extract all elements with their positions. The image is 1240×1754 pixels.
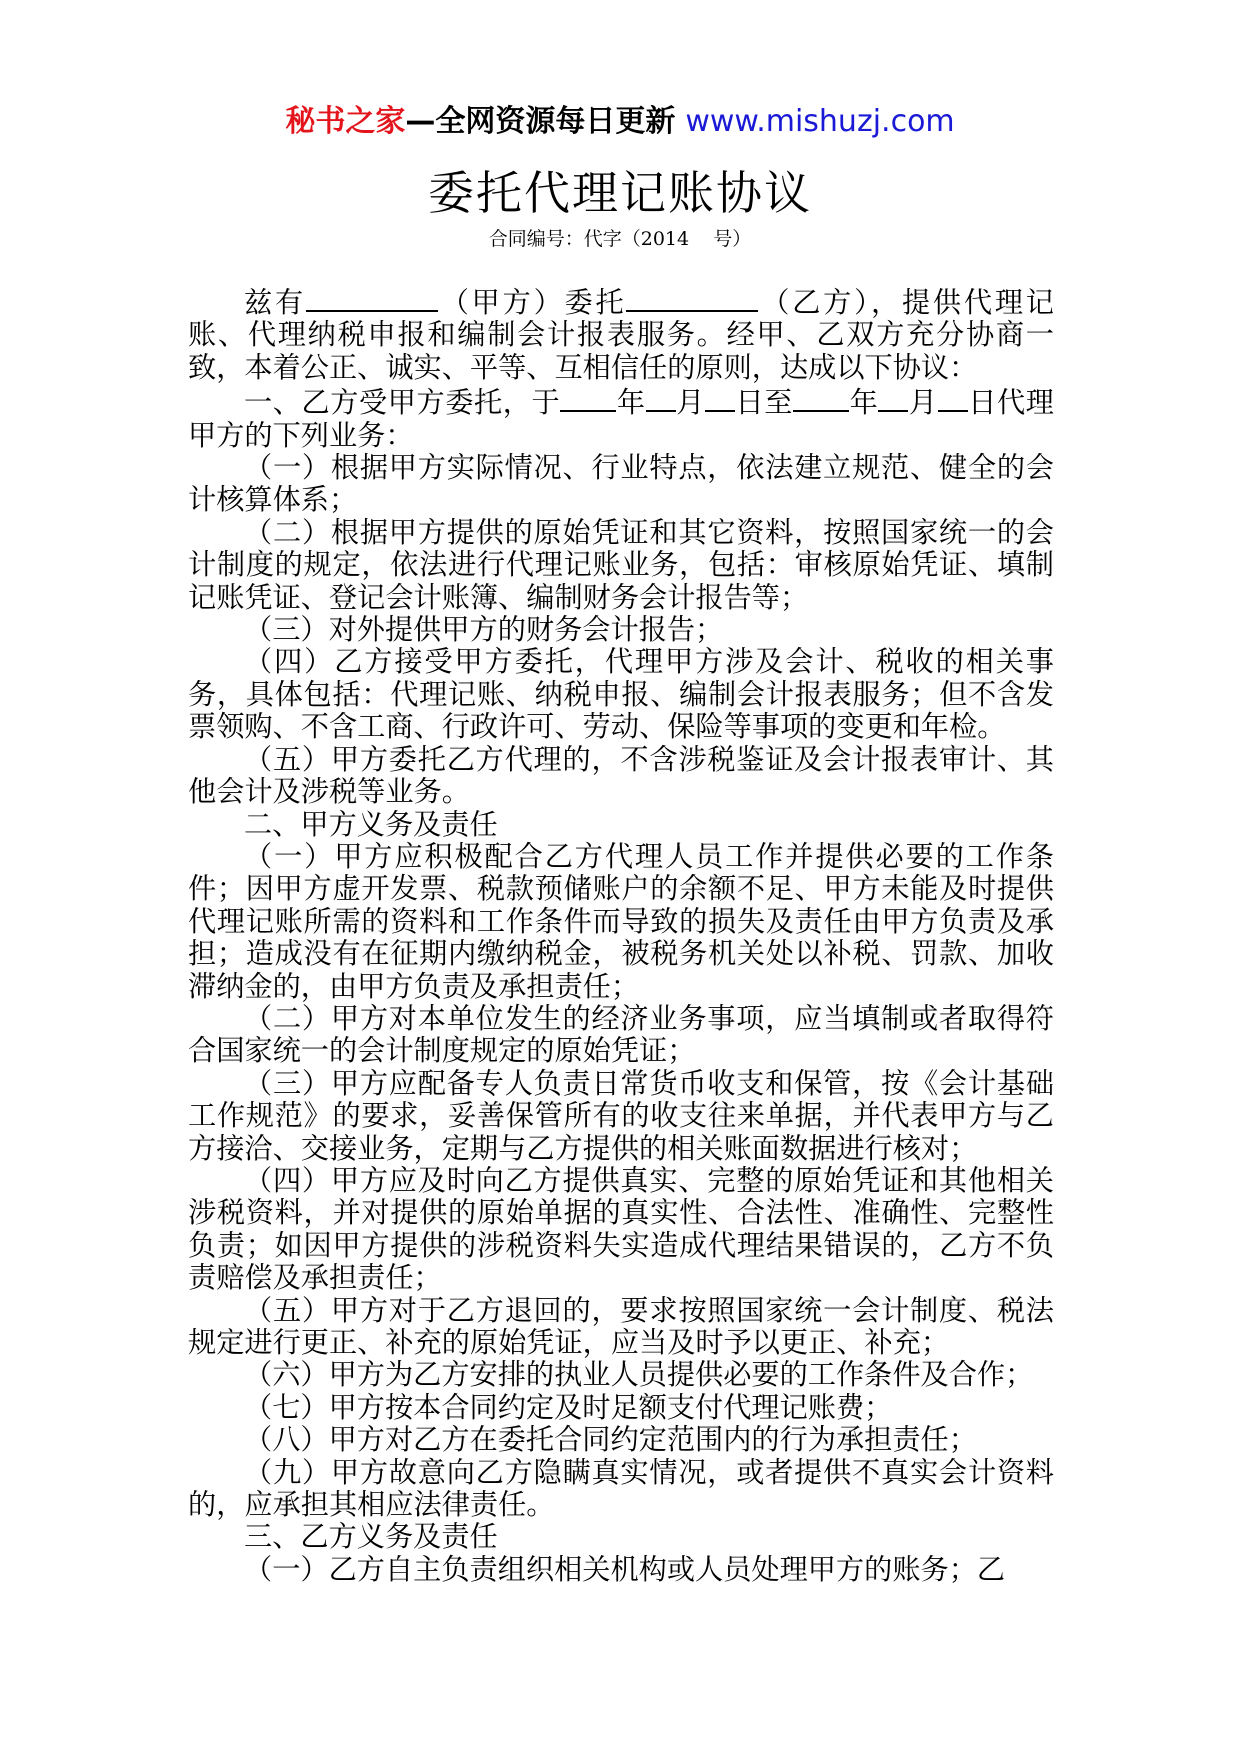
intro-text-3: （乙方），提供代理记账、代理纳税申报和编制会计报表服务。经甲、乙双方充分协商一致，本着公正、诚实、平等、互相信任的原则，达成以下协议： [188,286,1054,384]
clause-1-text-5: 年 [849,386,879,420]
start-year-blank [560,384,616,412]
paragraph: （五）甲方对于乙方退回的，要求按照国家统一会计制度、税法规定进行更正、补充的原始凭证，应当及时予以更正、补充； [188,1293,1054,1359]
intro-paragraph [188,284,1054,384]
paragraph: （六）甲方为乙方安排的执业人员提供必要的工作条件及合作； [244,1358,1034,1392]
clause-1-text-2: 年 [616,386,646,420]
paragraph: （八）甲方对乙方在委托合同约定范围内的行为承担责任； [244,1423,977,1457]
paragraph: （二）根据甲方提供的原始凭证和其它资料，按照国家统一的会计制度的规定，依法进行代理记账业务，包括：审核原始凭证、填制记账凭证、登记会计账簿、编制财务会计报告等； [188,515,1054,614]
paragraph: （七）甲方按本合同约定及时足额支付代理记账费； [244,1390,893,1424]
site-banner [0,98,1240,146]
party-a-blank [306,284,438,312]
document-body [188,284,1054,1586]
clause-1-text-6: 月 [908,386,938,420]
paragraph: （四）乙方接受甲方委托，代理甲方涉及会计、税收的相关事务，具体包括：代理记账、纳税申报、编制会计报表服务；但不含发票领购、不含工商、行政许可、劳动、保险等事项的变更和年检。 [188,645,1054,744]
paragraph: （四）甲方应及时向乙方提供真实、完整的原始凭证和其他相关涉税资料，并对提供的原始单据的真实性、合法性、准确性、完整性负责；如因甲方提供的涉税资料失实造成代理结果错误的，乙方不负责赔偿及承担责任； [188,1163,1054,1295]
banner-brand: 秘书之家 [285,104,406,139]
banner-url[interactable]: www.mishuzj.com [685,104,955,139]
contract-number: 合同编号：代字（2014 号） [488,228,752,250]
document-title: 委托代理记账协议 [428,166,812,220]
paragraph: （一）甲方应积极配合乙方代理人员工作并提供必要的工作条件；因甲方虚开发票、税款预储账户的余额不足、甲方未能及时提供代理记账所需的资料和工作条件而导致的损失及责任由甲方负责及承担；造成没有在征期内缴纳税金，被税务机关处以补税、罚款、加收滞纳金的，由甲方负责及承担责任； [188,839,1054,1003]
party-b-blank [626,284,758,312]
clause-1-text-1: 一、乙方受甲方委托，于 [244,386,561,420]
start-day-blank [705,384,735,412]
paragraph: （二）甲方对本单位发生的经济业务事项，应当填制或者取得符合国家统一的会计制度规定的原始凭证； [188,1001,1054,1068]
intro-text-2: （甲方）委托 [437,286,627,319]
paragraph: （三）对外提供甲方的财务会计报告； [244,613,724,647]
paragraph: （五）甲方委托乙方代理的，不含涉税鉴证及会计报表审计、其他会计及涉税等业务。 [188,742,1054,809]
end-year-blank [793,384,849,412]
clause-1-text-7: 日代理甲方的下列业务： [188,386,1054,452]
section-heading: 三、乙方义务及责任 [244,1520,498,1554]
clause-1-text-4: 日至 [734,386,794,420]
paragraph: （一）根据甲方实际情况、行业特点，依法建立规范、健全的会计核算体系； [188,451,1054,517]
paragraph: （九）甲方故意向乙方隐瞒真实情况，或者提供不真实会计资料的，应承担其相应法律责任。 [188,1455,1054,1522]
end-month-blank [878,384,908,412]
clause-1-text-3: 月 [675,386,705,420]
paragraph: （一）乙方自主负责组织相关机构或人员处理甲方的账务；乙 [244,1552,1006,1586]
section-heading: 二、甲方义务及责任 [244,807,498,841]
end-day-blank [938,384,968,412]
start-month-blank [646,384,676,412]
banner-slogan: —全网资源每日更新 [405,104,676,139]
intro-text-1: 兹有 [244,286,306,319]
paragraph: （三）甲方应配备专人负责日常货币收支和保管，按《会计基础工作规范》的要求，妥善保管所有的收支往来单据，并代表甲方与乙方接洽、交接业务，定期与乙方提供的相关账面数据进行核对； [188,1066,1054,1165]
clause-1-paragraph [188,384,1054,452]
